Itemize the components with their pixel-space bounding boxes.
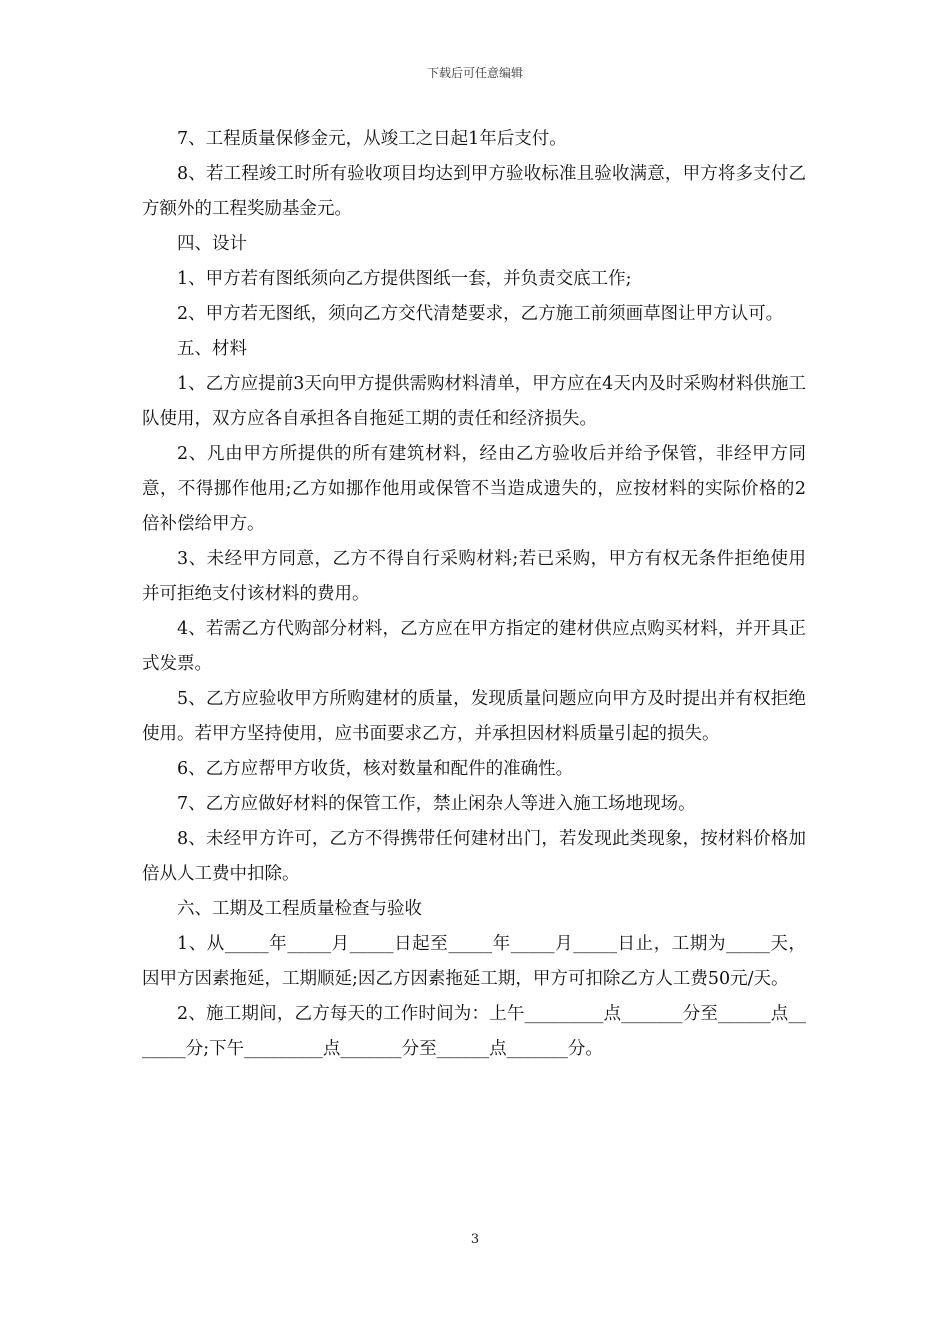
paragraph: 8、若工程竣工时所有验收项目均达到甲方验收标准且验收满意，甲方将多支付乙方额外的工程奖励基金元。 [142,164,806,219]
paragraph: 6、乙方应帮甲方收货，核对数量和配件的准确性。 [177,759,574,779]
paragraph: 7、工程质量保修金元，从竣工之日起1年后支付。 [177,129,567,149]
paragraph: 1、从_____年_____月_____日起至_____年_____月_____日止，工期为_____天，因甲方因素拖延，工期顺延;因乙方因素拖延工期，甲方可扣除乙方人工费50元/天。 [142,934,806,989]
paragraph: 2、凡由甲方所提供的所有建筑材料，经由乙方验收后并给予保管，非经甲方同意，不得挪作他用;乙方如挪作他用或保管不当造成遗失的，应按材料的实际价格的2倍补偿给甲方。 [142,444,806,534]
document-body [142,122,806,1067]
paragraph: 5、乙方应验收甲方所购建材的质量，发现质量问题应向甲方及时提出并有权拒绝使用。若甲方坚持使用，应书面要求乙方，并承担因材料质量引起的损失。 [142,689,806,744]
paragraph: 7、乙方应做好材料的保管工作，禁止闲杂人等进入施工场地现场。 [177,794,696,814]
paragraph: 2、甲方若无图纸，须向乙方交代清楚要求，乙方施工前须画草图让甲方认可。 [177,304,784,324]
section-heading: 四、设计 [177,234,247,254]
paragraph: 2、施工期间，乙方每天的工作时间为：上午_________点_______分至______点_______分;下午_________点_______分至______点_______分。 [142,1004,806,1059]
section-heading: 五、材料 [177,339,247,359]
page-number: 3 [470,1232,480,1247]
page-header: 下载后可任意编辑 [426,66,523,80]
paragraph: 3、未经甲方同意，乙方不得自行采购材料;若已采购，甲方有权无条件拒绝使用并可拒绝支付该材料的费用。 [142,549,806,604]
paragraph: 8、未经甲方许可，乙方不得携带任何建材出门，若发现此类现象，按材料价格加倍从人工费中扣除。 [142,829,806,884]
paragraph: 1、甲方若有图纸须向乙方提供图纸一套，并负责交底工作; [177,269,632,289]
paragraph: 1、乙方应提前3天向甲方提供需购材料清单，甲方应在4天内及时采购材料供施工队使用，双方应各自承担各自拖延工期的责任和经济损失。 [142,374,806,429]
paragraph: 4、若需乙方代购部分材料，乙方应在甲方指定的建材供应点购买材料，并开具正式发票。 [142,619,806,674]
section-heading: 六、工期及工程质量检查与验收 [177,899,422,919]
